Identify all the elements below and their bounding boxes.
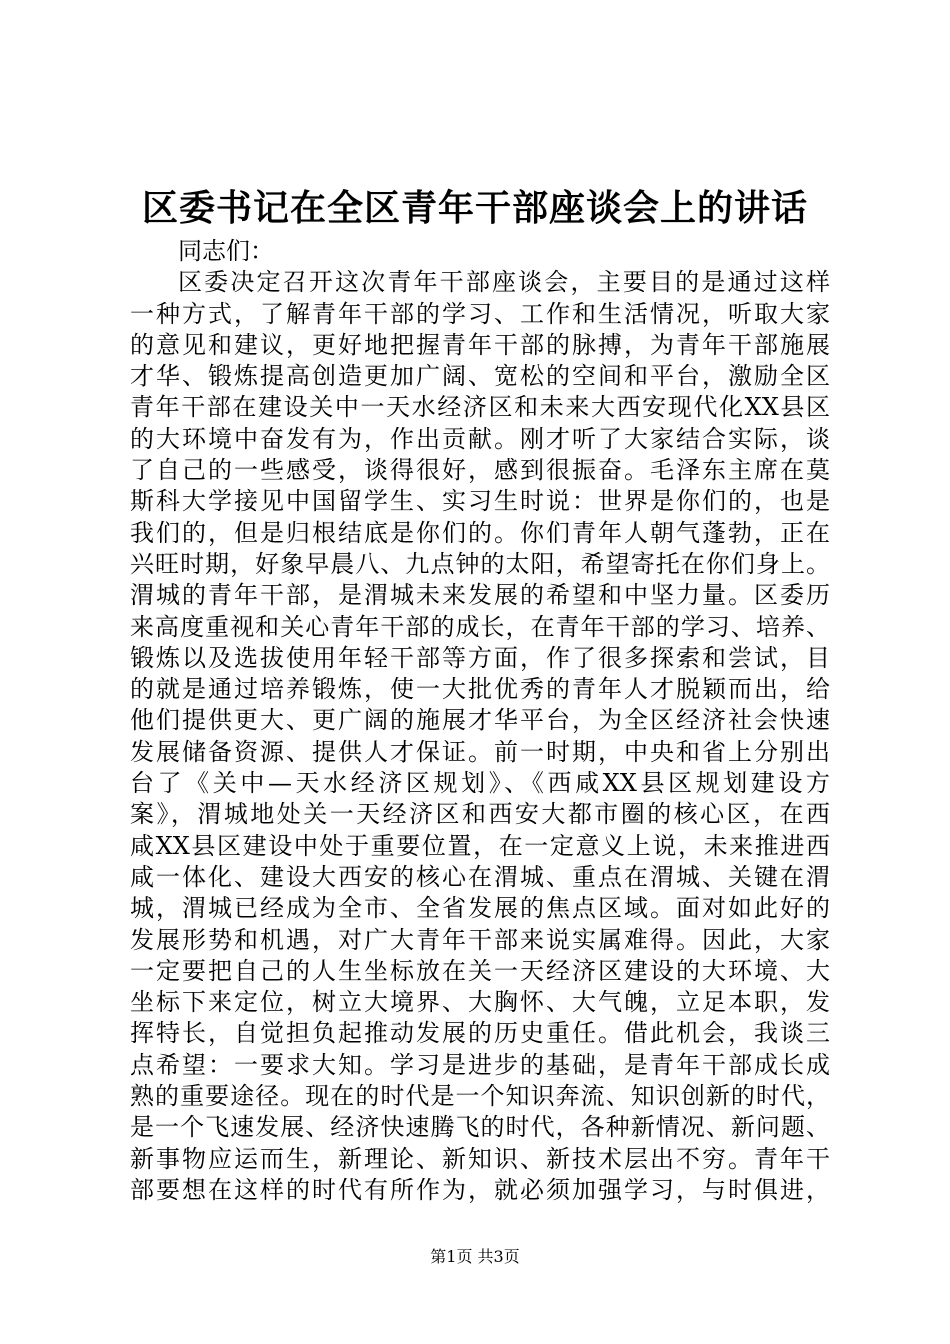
paragraph-line: 兴旺时期，好象早晨八、九点钟的太阳，希望寄托在你们身上。: [130, 549, 830, 578]
paragraph-line: 的大环境中奋发有为，作出贡献。刚才听了大家结合实际，谈: [130, 424, 830, 453]
paragraph-line: 城，渭城已经成为全市、全省发展的焦点区域。面对如此好的: [130, 894, 830, 923]
paragraph-line: 才华、锻炼提高创造更加广阔、宽松的空间和平台，激励全区: [130, 362, 830, 391]
page-number: 第1页 共3页: [430, 1247, 520, 1266]
paragraph-line: 他们提供更大、更广阔的施展才华平台，为全区经济社会快速: [130, 706, 830, 735]
paragraph-line: 发展储备资源、提供人才保证。前一时期，中央和省上分别出: [130, 737, 830, 766]
paragraph-line: 区委决定召开这次青年干部座谈会，主要目的是通过这样: [178, 268, 830, 297]
paragraph-line: 坐标下来定位，树立大境界、大胸怀、大气魄，立足本职，发: [130, 988, 830, 1017]
paragraph-line: 点希望：一要求大知。学习是进步的基础，是青年干部成长成: [130, 1050, 830, 1079]
paragraph-line: 一定要把自己的人生坐标放在关一天经济区建设的大环境、大: [130, 956, 830, 985]
paragraph-line: 部要想在这样的时代有所作为，就必须加强学习，与时俱进，: [130, 1175, 830, 1204]
paragraph-line: 来高度重视和关心青年干部的成长，在青年干部的学习、培养、: [130, 612, 830, 641]
paragraph-line: 挥特长，自觉担负起推动发展的历史重任。借此机会，我谈三: [130, 1019, 830, 1048]
document-title: 区委书记在全区青年干部座谈会上的讲话: [141, 187, 808, 229]
paragraph-line: 渭城的青年干部，是渭城未来发展的希望和中坚力量。区委历: [130, 581, 830, 610]
paragraph-line: 了自己的一些感受，谈得很好，感到很振奋。毛泽东主席在莫: [130, 456, 830, 485]
paragraph-line: 是一个飞速发展、经济快速腾飞的时代，各种新情况、新问题、: [130, 1113, 830, 1142]
paragraph-line: 咸一体化、建设大西安的核心在渭城、重点在渭城、关键在渭: [130, 862, 830, 891]
paragraph-line: 咸XX县区建设中处于重要位置，在一定意义上说，未来推进西: [130, 831, 830, 860]
greeting-line: 同志们：: [178, 237, 274, 265]
paragraph-line: 一种方式，了解青年干部的学习、工作和生活情况，听取大家: [130, 299, 830, 328]
paragraph-line: 发展形势和机遇，对广大青年干部来说实属难得。因此，大家: [130, 925, 830, 954]
paragraph-line: 的意见和建议，更好地把握青年干部的脉搏，为青年干部施展: [130, 330, 830, 359]
paragraph-line: 青年干部在建设关中一天水经济区和未来大西安现代化XX县区: [130, 393, 830, 422]
paragraph-line: 的就是通过培养锻炼，使一大批优秀的青年人才脱颖而出，给: [130, 675, 830, 704]
paragraph-line: 台了《关中—天水经济区规划》、《西咸XX县区规划建设方: [130, 769, 830, 798]
paragraph-line: 斯科大学接见中国留学生、实习生时说：世界是你们的，也是: [130, 487, 830, 516]
paragraph-line: 我们的，但是归根结底是你们的。你们青年人朝气蓬勃，正在: [130, 518, 830, 547]
paragraph-line: 锻炼以及选拔使用年轻干部等方面，作了很多探索和尝试，目: [130, 643, 830, 672]
paragraph-line: 熟的重要途径。现在的时代是一个知识奔流、知识创新的时代，: [130, 1082, 830, 1111]
paragraph-line: 案》，渭城地处关一天经济区和西安大都市圈的核心区，在西: [130, 800, 830, 829]
paragraph-line: 新事物应运而生，新理论、新知识、新技术层出不穷。青年干: [130, 1144, 830, 1173]
document-body: [130, 236, 830, 1206]
